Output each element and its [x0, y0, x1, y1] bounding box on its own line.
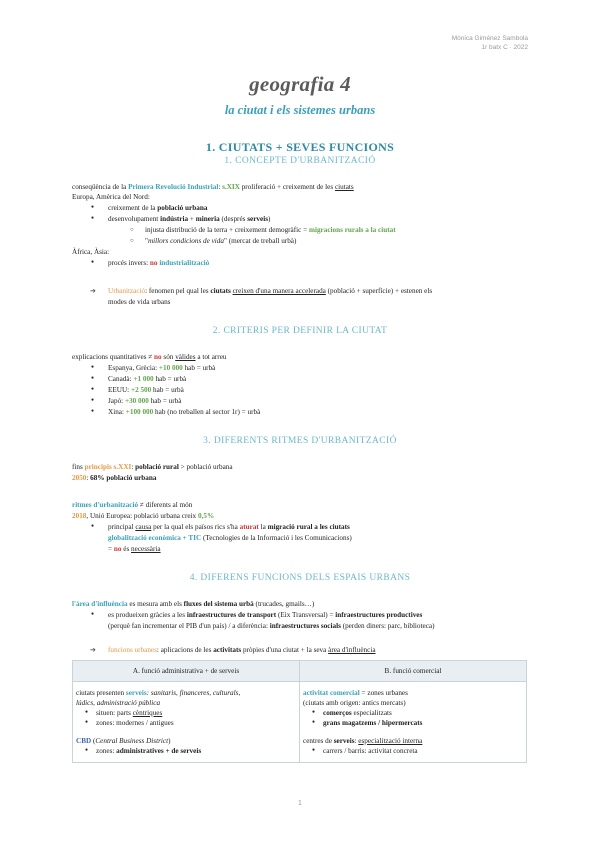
section-1-heading: 1. CIUTATS + SEVES FUNCIONS — [205, 140, 395, 154]
section-1-subheading: 1. CONCEPTE D'URBANITZACIÓ — [224, 156, 376, 166]
table-header-b: B. funció comercial — [300, 661, 527, 682]
s1-bullet-1: ● creixement de la població urbana — [108, 203, 207, 214]
s4-arrow-note: ➔ funcions urbanes: aplicacions de les activitats pròpies d'una ciutat + la seva àrea d'influència — [108, 645, 376, 656]
s4-bullet-1: ● es produeixen gràcies a les infraestructures de transport (Eix Transversal) = infraestructures productives — [108, 610, 422, 621]
s2-item: ● EEUU: +2 500 hab = urbà — [108, 385, 184, 396]
s2-item: ● Espanya, Grècia: +10 000 hab = urbà — [108, 363, 215, 374]
section-4-heading: 4. DIFERENS FUNCIONS DELS ESPAIS URBANS — [189, 573, 411, 583]
s3-line6: = no és necessària — [108, 545, 161, 553]
s1-arrow-note-line2: modes de vida urbans — [108, 298, 171, 306]
s3-line4: 2018, Unió Europea: població urbana creix 0,5% — [72, 512, 215, 520]
s2-item: ● Xina: +100 000 hab (no treballen al sector 1r) = urbà — [108, 407, 260, 418]
table-header-row — [73, 661, 527, 682]
s4-bullet-1-line2: (perquè fan incrementar el PIB d'un país) / a diferència: infraestructures socials (perden diners: parc, biblioteca) — [108, 622, 435, 630]
functions-table — [72, 660, 527, 763]
s2-item: ● Canadà: +1 000 hab = urbà — [108, 374, 186, 385]
s3-line1: fins principis s.XXI: població rural > població urbana — [72, 463, 233, 471]
s3-line2: 2050: 68% població urbana — [72, 474, 157, 482]
s1-line1: conseqüència de la Primera Revolució Industrial: s.XIX proliferació + creixement de les ciutats — [72, 183, 354, 191]
s3-line3: ritmes d'urbanització ≠ diferents al món — [72, 501, 193, 509]
s1-subbullet-2: ○ "millors condicions de vida" (mercat de treball urbà) — [145, 236, 296, 247]
s2-item: ● Japó: +30 000 hab = urbà — [108, 396, 181, 407]
table-cell-a: ciutats presenten serveis: sanitaris, financeres, culturals, lúdics, administració pública ● situen: parts cèntriques ● zones: modernes / antigues CBD (Central Business District) ● zones: administratives + de serveis — [73, 682, 300, 763]
author-block — [452, 34, 528, 52]
author-name: Mònica Giménez Sambola — [451, 35, 528, 42]
s1-bullet-3: ● procés invers: no industrialització — [108, 258, 209, 269]
s3-bullet-1: ● principal causa per la qual els països rics s'ha aturat la migració rural a les ciutats — [108, 522, 350, 533]
s1-line3: Àfrica, Àsia: — [72, 248, 110, 256]
s4-line1: l'àrea d'influència es mesura amb els fluxes del sistema urbà (trucades, gmails…) — [72, 600, 315, 608]
table-row — [73, 682, 527, 763]
s1-arrow-note: ➔ Urbanització: fenomen pel qual les ciutats creixen d'una manera accelerada (població + superfície) + estenen els — [108, 286, 432, 297]
s1-bullet-2: ● desenvolupament indústria + mineria (després serveis) — [108, 214, 270, 225]
s1-subbullet-1: ○ injusta distribució de la terra + creixement demogràfic = migracions rurals a la ciutat — [145, 225, 396, 236]
s1-line2: Europa, Amèrica del Nord: — [72, 193, 150, 201]
s2-line1: explicacions quantitatives ≠ no són vàlides a tot arreu — [72, 353, 227, 361]
section-2-heading: 2. CRITERIS PER DEFINIR LA CIUTAT — [212, 326, 388, 336]
page-number: 1 — [298, 800, 302, 807]
section-3-heading: 3. DIFERENTS RITMES D'URBANITZACIÓ — [203, 436, 397, 446]
page-subtitle: la ciutat i els sistemes urbans — [224, 103, 376, 117]
table-cell-b: activitat comercial = zones urbanes (ciutats amb origen: antics mercats) ● comerços especialitzats ● grans magatzems / hipermercats centres de serveis: especialització interna ● carrers / barris: activitat concreta — [300, 682, 527, 763]
table-header-a: A. funció administrativa + de serveis — [73, 661, 300, 682]
page-title: geografia 4 — [249, 72, 351, 96]
author-course: 1r batx C · 2022 — [481, 44, 528, 51]
s3-line5: globalització econòmica + TIC (Tecnologies de la Informació i les Comunicacions) — [108, 534, 352, 542]
